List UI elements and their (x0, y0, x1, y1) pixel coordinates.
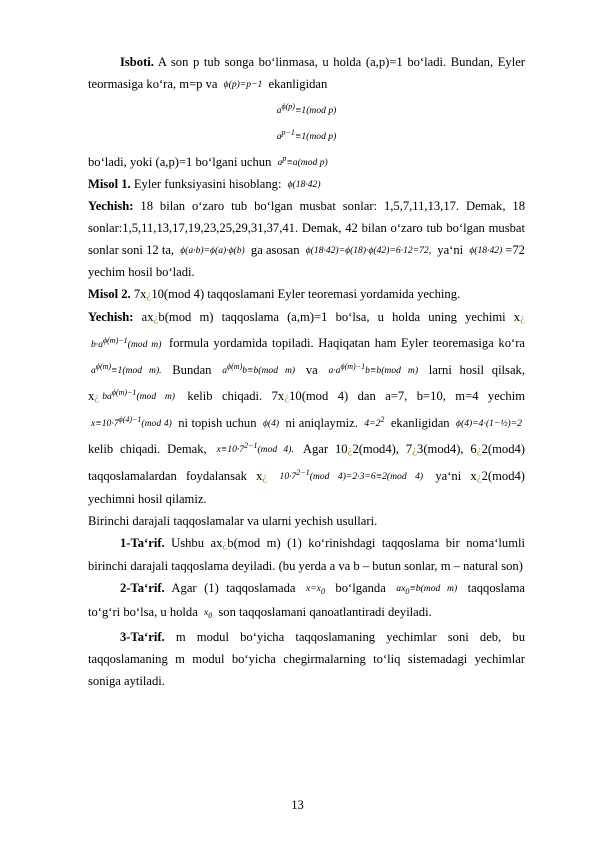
paragraph: Misol 1. Eyler funksiyasini hisoblang: ϕ(18·42) (88, 177, 321, 192)
page-body (88, 52, 525, 693)
paragraph: 3-Ta‘rif. m modul bo‘yicha taqqoslamaning yechimlar soni deb, bu taqqoslamaning m modul bo‘yicha chegirmalarning to‘liq sistemadagi yechimlar soniga aytiladi. (88, 630, 525, 689)
paragraph: $a^{\phi(p)}\equiv 1(mod$ p) (276, 101, 337, 116)
paragraph: Birinchi darajali taqqoslamalar va ularni yechish usullari. (88, 513, 378, 528)
paragraph: Yechish: ax¿b(mod m) taqqoslama (a,m)=1 bo‘lsa, u holda uning yechimi x¿ $b\cdot a^{\phi(m)-1}(mod$ m) formula yordamida topiladi. Haqiqatan ham Eyler teoremasiga ko‘ra $a^{\phi(m)}\equiv 1(mod$ m). Bundan $a^{\phi(m)}b\equiv b(mod$ m) va $a\cdot a^{\phi(m)-1}b\equiv b(mod$ m) larni hosil qilsak, x¿ $ba^{\phi(m)-1}(mod$ m) kelib chiqadi. 7x¿10(mod 4) dan a=7, b=10, m=4 yechim $x\equiv 10\cdot 7^{\phi(4)-1}(mod$ 4) ni topish uchun ϕ(4) ni aniqlaymiz. $4=2^2$ ekanligidan ϕ(4)=4·(1−½)=2 kelib chiqadi. Demak, $x\equiv 10\cdot 7^{2-1}(mod$ 4). Agar 10¿2(mod4), 7¿3(mod4), 6¿2(mod4) taqqoslamalardan foydalansak x¿ $10\cdot 7^{2-1}(mod$ 4)=2·3=6≡2(mod 4) ya‘ni x¿2(mod4) yechimni hosil qilamiz. (88, 309, 525, 506)
paragraph: Isboti. A son p tub songa bo‘linmasa, u holda (a,p)=1 bo‘ladi. Bundan, Eyler teormasiga ko‘ra, m=p va ϕ(p)=p−1 ekanligidan (88, 55, 525, 91)
paragraph: $a^{p-1}\equiv 1(mod$ p) (276, 127, 337, 143)
paragraph: 2-Ta‘rif. Agar (1) taqqoslamada $x=x_0$ bo‘lganda $ax_0\equiv b(mod$ m) taqqoslama to‘g‘ri bo‘lsa, u holda $x_0$ son taqqoslamani qanoatlantiradi deyiladi. (88, 580, 525, 621)
paragraph: Yechish: 18 bilan o‘zaro tub bo‘lgan musbat sonlar: 1,5,7,11,13,17. Demak, 18 sonlar:1,5,11,13,17,19,23,25,29,31,37,41. Demak, 42 bilan o‘zaro tub bo‘lgan musbat sonlar soni 12 ta, ϕ(a·b)=ϕ(a)·ϕ(b) ga asosan ϕ(18·42)=ϕ(18)·ϕ(42)=6·12=72, ya‘ni ϕ(18·42) =72 yechim hosil bo‘ladi. (88, 199, 525, 279)
paragraph: Misol 2. 7x¿10(mod 4) taqqoslamani Eyler teoremasi yordamida yeching. (88, 286, 461, 301)
paragraph: 1-Ta‘rif. Ushbu ax¿b(mod m) (1) ko‘rinishdagi taqqoslama bir noma‘lumli birinchi darajali taqqoslama deyiladi. (bu yerda a va b – butun sonlar, m – natural son) (88, 535, 525, 573)
paragraph: bo‘ladi, yoki (a,p)=1 bo‘lgani uchun $a^p\equiv a(mod$ p) (88, 154, 328, 170)
page-number: 13 (291, 798, 304, 812)
